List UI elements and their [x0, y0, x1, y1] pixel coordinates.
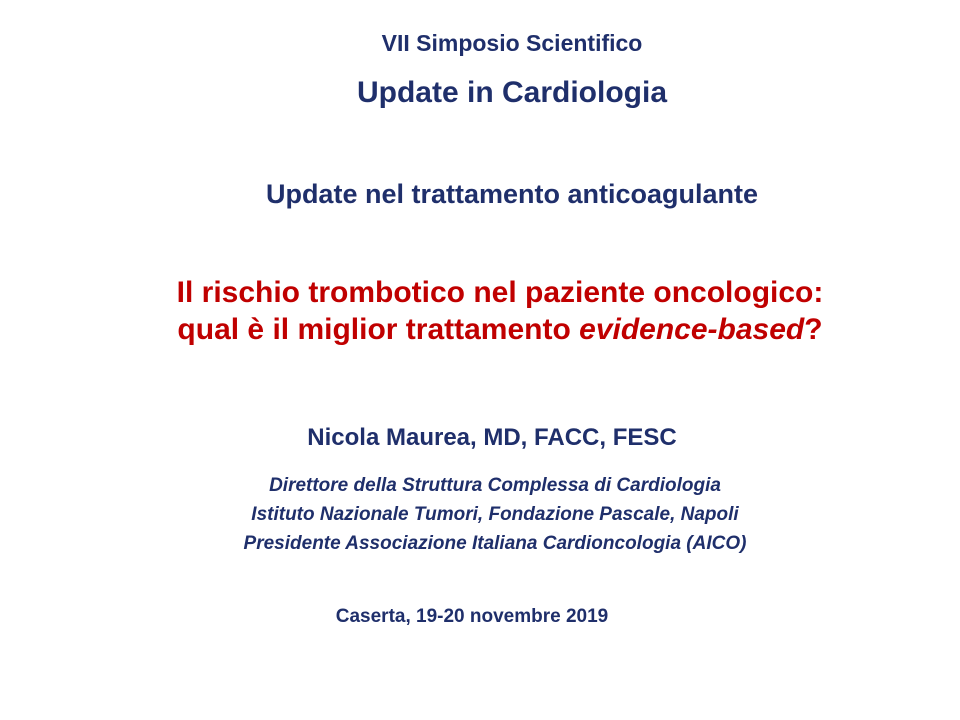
- affiliation-line: Presidente Associazione Italiana Cardioncologia (AICO): [243, 533, 747, 554]
- speaker-name: Nicola Maurea, MD, FACC, FESC: [307, 424, 677, 451]
- talk-title-emphasis: evidence-based: [579, 313, 805, 346]
- talk-title-line-1: Il rischio trombotico nel paziente oncologico:: [176, 276, 824, 309]
- talk-title-suffix: ?: [804, 313, 823, 346]
- affiliation-line: Direttore della Struttura Complessa di Cardiologia: [269, 475, 721, 496]
- event-title: Update in Cardiologia: [356, 76, 668, 109]
- talk-title-line-2: [0, 313, 960, 347]
- affiliation-line: Istituto Nazionale Tumori, Fondazione Pascale, Napoli: [251, 504, 739, 525]
- talk-title-prefix: qual è il miglior trattamento: [177, 313, 580, 346]
- venue-date: Caserta, 19-20 novembre 2019: [335, 606, 609, 627]
- session-title: Update nel trattamento anticoagulante: [265, 179, 759, 209]
- event-name: VII Simposio Scientifico: [381, 30, 643, 56]
